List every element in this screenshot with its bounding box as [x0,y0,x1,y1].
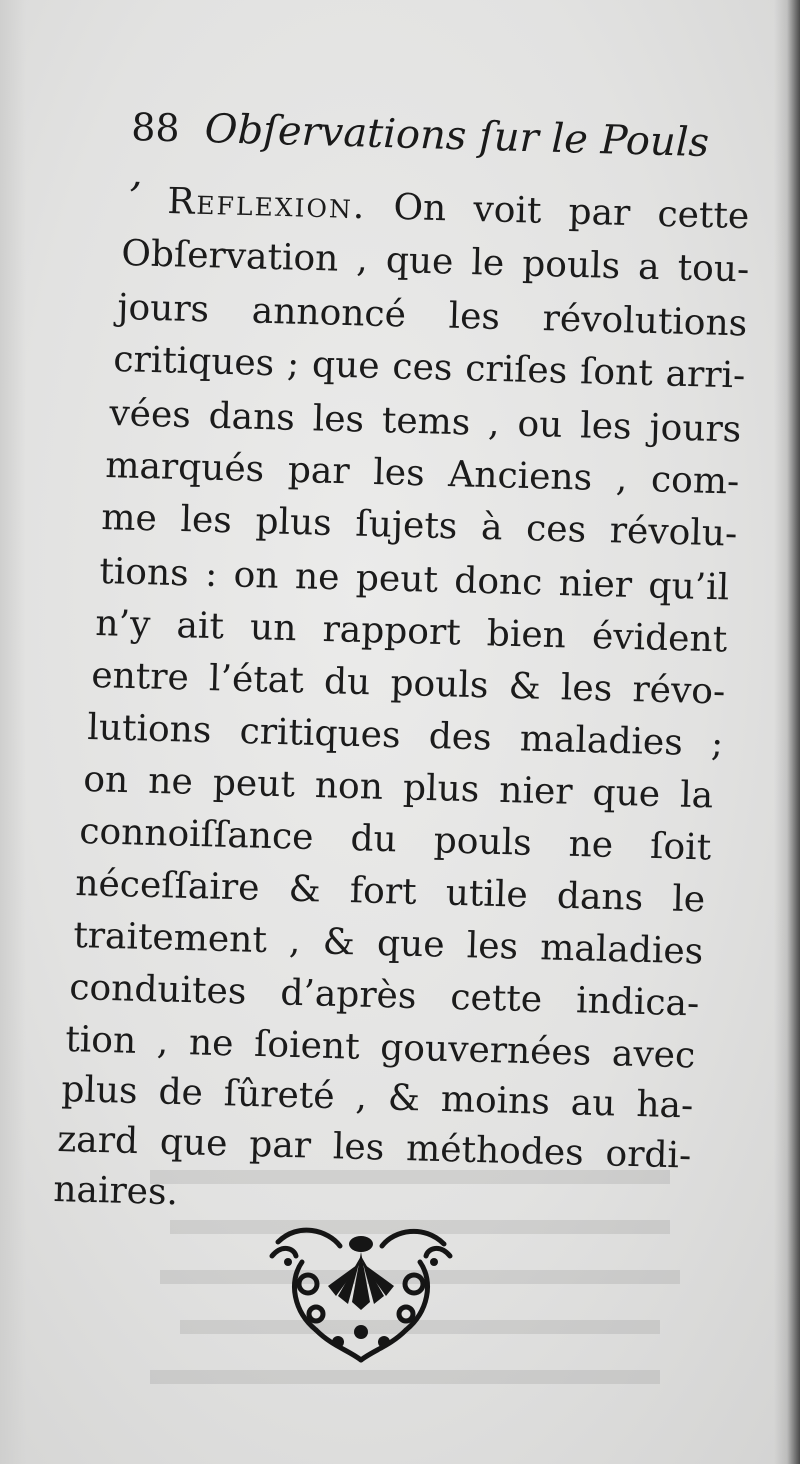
text-line-11: lutions critiques des maladies ; [86,706,724,765]
text-line-3: jours annoncé les révolutions [116,286,748,345]
text-line-16: conduites d’après cette indica- [68,966,700,1025]
text-line-5: vées dans les tems , ou les jours [108,392,742,451]
text-line-17: tion , ne ſoient gouvernées avec [64,1018,696,1077]
running-title: Obſervations ſur le Pouls , [129,106,710,197]
text-line-1 [167,178,750,241]
text-line-15: traitement , & que les maladies [72,914,704,973]
text-line-1-rest: On voit par cette [365,186,750,238]
text-line-18: plus de ſûreté , & moins au ha- [60,1068,694,1127]
text-line-8: tions : on ne peut donc nier qu’il [98,550,730,609]
text-line-7: me les plus ſujets à ces révolu- [100,496,738,555]
text-line-6: marqués par les Anciens , com- [104,444,740,503]
text-line-19: zard que par les méthodes ordi- [56,1118,692,1177]
page-number: 88 [130,104,181,151]
heading-word: Reflexion. [166,180,367,228]
text-line-4: critiques ; que ces criſes ſont arri- [112,338,746,397]
text-line-10: entre l’état du pouls & les révo- [90,654,726,713]
text-line-9: n’y ait un rapport bien évident [94,602,728,661]
text-line-14: néceſſaire & fort utile dans le [74,862,706,921]
text-line-2: Obſervation , que le pouls a tou- [120,232,750,291]
text-line-12: on ne peut non plus nier que la [82,758,714,817]
text-line-20: naires. [52,1168,179,1214]
text-line-13: connoiſſance du pouls ne ſoit [78,810,712,869]
fleuron-ornament-icon [268,1222,454,1364]
